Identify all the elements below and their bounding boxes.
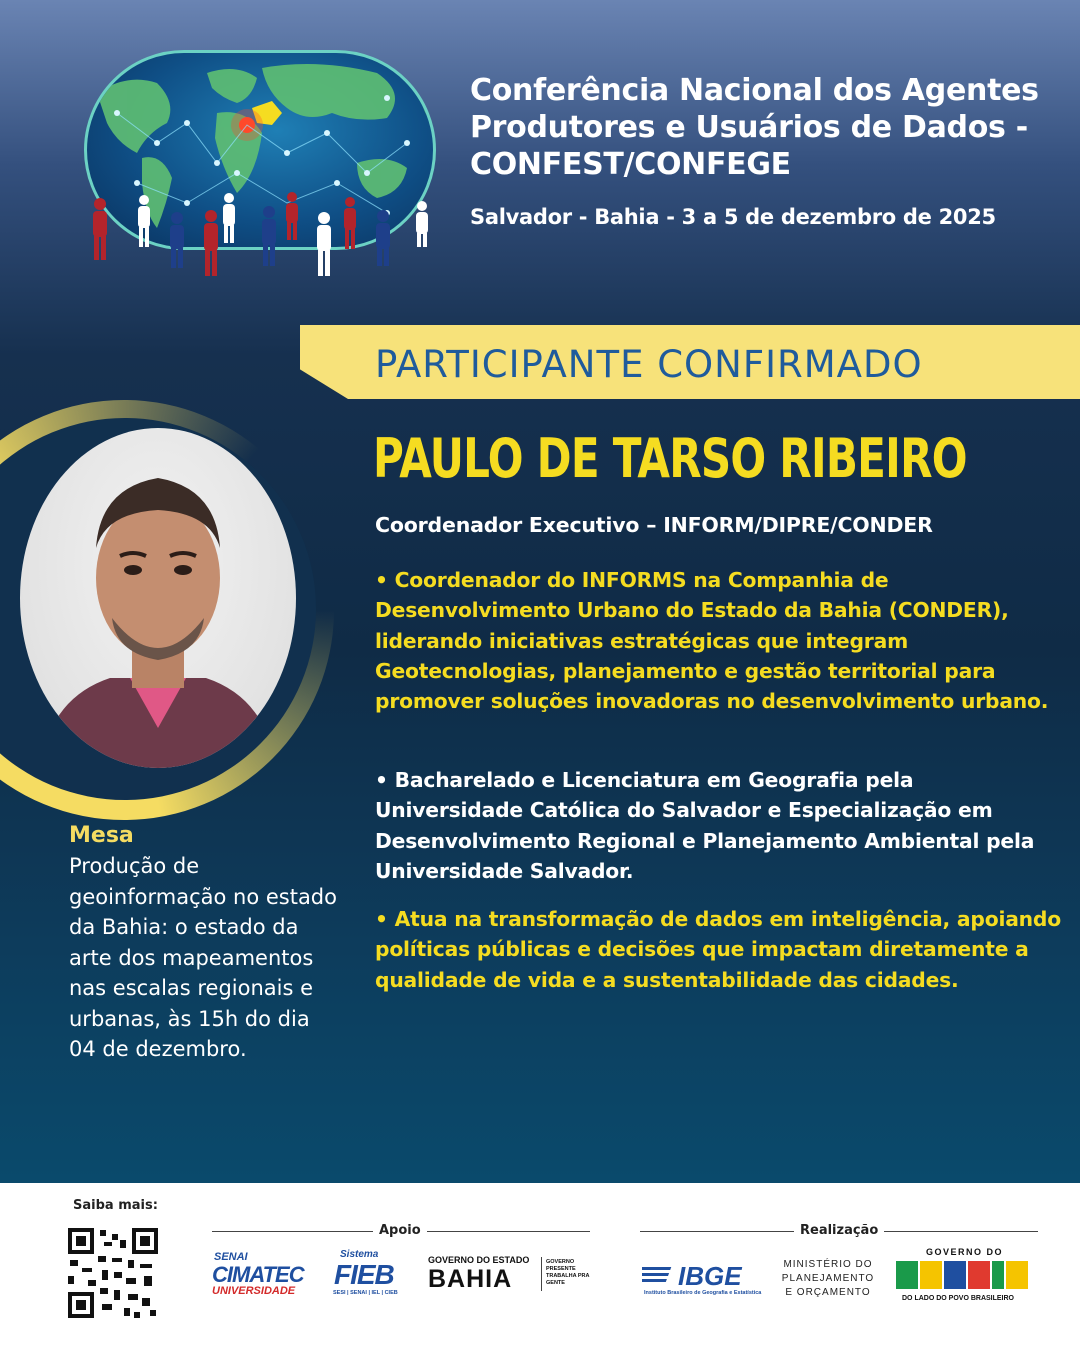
learn-more-label: Saiba mais: [73, 1198, 158, 1213]
participant-role: Coordenador Executivo – INFORM/DIPRE/CONDER [375, 513, 933, 537]
bio-bullet: • Atua na transformação de dados em inteligência, apoiando políticas públicas e decisões que impactam diretamente a qualidade de vida e a sustentabilidade das cidades. [375, 907, 1061, 992]
footer [0, 1183, 1080, 1350]
conference-date-location: Salvador - Bahia - 3 a 5 de dezembro de 2025 [470, 205, 996, 229]
organizers-label: Realização [794, 1223, 884, 1238]
participant-photo [20, 428, 296, 768]
session-description: Produção de geoinformação no estado da Bahia: o estado da arte dos mapeamentos nas escalas regionais e urbanas, às 15h do dia 04 de dezembro. [69, 854, 337, 1061]
senai-cimatec-logo[interactable]: SENAI CIMATEC UNIVERSIDADE [212, 1251, 304, 1297]
confirmed-banner-label: PARTICIPANTE CONFIRMADO [375, 343, 923, 386]
qr-code[interactable] [68, 1228, 158, 1318]
sistema-fieb-logo[interactable]: Sistema FIEB SESI | SENAI | IEL | CIEB [333, 1249, 398, 1296]
bahia-government-logo[interactable]: GOVERNO DO ESTADO BAHIA GOVERNO PRESENTE TRABALHA PRA GENTE [428, 1255, 590, 1293]
bio-bullet: • Bacharelado e Licenciatura em Geografia pela Universidade Católica do Salvador e Especialização em Desenvolvimento Regional e Planejamento Ambiental pela Universidade Salvador. [375, 768, 1035, 883]
session-heading: Mesa [69, 823, 134, 848]
ministry-planning-logo[interactable]: MINISTÉRIO DO PLANEJAMENTO E ORÇAMENTO [781, 1259, 875, 1298]
participant-name: PAULO DE TARSO RIBEIRO [373, 427, 967, 490]
conference-title: Conferência Nacional dos Agentes Produtores e Usuários de Dados - CONFEST/CONFEGE [470, 73, 1039, 182]
people-silhouettes [84, 190, 444, 285]
ibge-logo[interactable]: IBGE Instituto Brasileiro de Geografia e Estatística [642, 1261, 762, 1301]
bio-bullet: • Coordenador do INFORMS na Companhia de Desenvolvimento Urbano do Estado da Bahia (CONDER), liderando iniciativas estratégicas que integram Geotecnologias, planejamento e gestão territorial para promover soluções inovadoras no desenvolvimento urbano. [375, 568, 1049, 714]
brazil-government-logo[interactable]: GOVERNO DO DO LADO DO POVO BRASILEIRO [896, 1247, 1041, 1307]
support-label: Apoio [373, 1223, 427, 1238]
